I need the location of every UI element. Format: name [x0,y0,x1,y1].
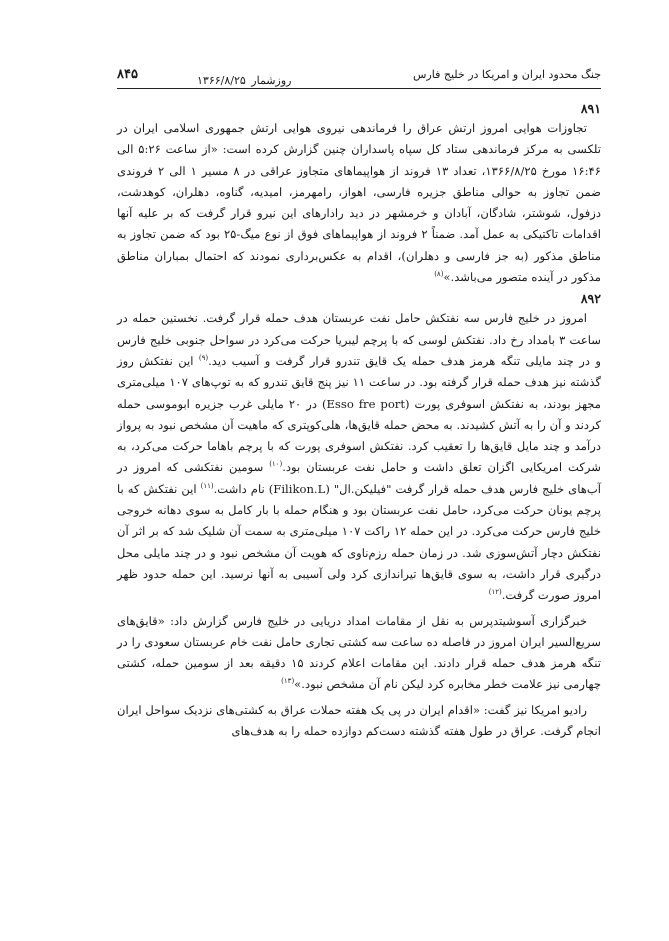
paragraph-text: امروز در خلیج فارس سه نفتکش حامل نفت عربستان هدف حمله قرار گرفت. نخستین حمله در ساعت ۳ بامداد رخ داد. نفتکش لوسی که با پرچم لیبریا حرکت می‌کرد در سواحل جنوبی خلیج فارس و در چند مایلی تنگه هرمز هدف حمله یک قایق تندرو قرار گرفت و آسیب دید. [117,311,601,368]
page-body [117,100,601,742]
entry-paragraph [117,118,601,288]
entry-paragraph [117,308,601,606]
entry-paragraph [117,611,601,696]
running-header [117,64,601,86]
section-label: روزشمار [251,74,292,87]
header-divider [117,88,601,89]
footnote-marker: (۱۳) [281,677,295,686]
footnote-marker: (۹) [198,354,209,363]
paragraph-text: این نفتکش که با پرچم یونان حرکت می‌کرد، حامل نفت عربستان بود و هنگام حمله با بار کامل به سوی دهانه خروجی خلیج فارس حرکت می‌کرد. در این حمله ۱۲ راکت ۱۰۷ میلی‌متری به سمت آن شلیک شد که بر اثر آن نفتکش دچار آتش‌سوزی شد. در زمان حمله رزم‌ناوی که هویت آن مشخص نبود و در چند مایلی محل درگیری قرار داشت، به سوی قایق‌ها تیراندازی کرد ولی آسیبی به آنها نرسید. این حمله حدود ظهر امروز صورت گرفت. [117,481,601,603]
paragraph-text: این نفتکش روز گذشته نیز هدف حمله قرار گرفته بود. در ساعت ۱۱ نیز پنج قایق تندرو که به توپ‌های ۱۰۷ میلی‌متری مجهز بودند، به نفتکش اسوفری پورت (Esso fre port) در ۲۰ مایلی غرب جزیره ابوموسی حمله کردند و آن را به آتش کشیدند. به محض حمله قایق‌ها، هلی‌کوپتری که ماهیت آن مشخص نبود به پرواز درآمد و چند مایل قایق‌ها را تعقیب کرد. نفتکش اسوفری پورت که با پرچم باهاما حرکت می‌کرد، به شرکت امریکایی اگزان تعلق داشت و حامل نفت عربستان بود. [117,353,601,475]
footnote-marker: (۸) [434,270,444,279]
section-label-group [197,74,291,88]
entry-number: ۸۹۱ [580,101,601,116]
footnote-marker: (۱۰) [269,460,283,469]
entry-paragraph [117,700,601,743]
book-title: جنگ محدود ایران و امریکا در خلیج فارس [413,68,601,81]
paragraph-text: رادیو امریکا نیز گفت: «اقدام ایران در پی یک هفته حملات عراق به کشتی‌های نزدیک سواحل ایران انجام گرفت. عراق در طول هفته گذشته دست‌کم دوازده حمله را به هدف‌های [117,702,601,739]
entry-number: ۸۹۲ [580,291,601,307]
paragraph-text: تجاوزات هوایی امروز ارتش عراق را فرماندهی نیروی هوایی ارتش جمهوری اسلامی ایران در تلکسی به مرکز فرماندهی ستاد کل سپاه پاسداران چنین گزارش کرده است: «از ساعت ۵:۲۶ الی ۱۶:۴۶ مورخ ۱۳۶۶/۸/۲۵، تعداد ۱۳ فروند از هواپیماهای متجاوز عراقی در ۸ مسیر ۱ الی ۲ فروندی ضمن تجاوز به حوالی مناطق جزیره فارسی، اهواز، رامهرمز، امیدیه، گناوه، دهلران، کوهدشت، دزفول، شوشتر، شادگان، آبادان و خرمشهر در دید رادارهای این نیرو قرار گرفت که بر علیه آنها اقدامات تاکتیکی به عمل آمد. ضمناً ۲ فروند از هواپیماهای فوق از نوع میگ-۲۵ بود که ضمن تجاوز به مناطق مذکور (به جز فارسی و دهلران)، اقدام به عکس‌برداری نمودند که احتمال بمباران مناطق مذکور در آینده متصور می‌باشد.» [117,121,602,285]
paragraph-text: سومین نفتکشی که امروز در آب‌های خلیج فارس هدف حمله قرار گرفت "فیلیکن.ال" (Filikon.L) نام داشت. [117,460,601,496]
footnote-marker: (۱۲) [488,588,502,597]
section-date: ۱۳۶۶/۸/۲۵ [197,74,246,87]
page-number: ۸۴۵ [117,67,138,82]
paragraph-text: خبرگزاری آسوشیتدپرس به نقل از مقامات امداد دریایی در خلیج فارس گزارش داد: «قایق‌های سریع‌السیر ایران امروز در فاصله ده ساعت سه کشتی تجاری حامل نفت خام عربستان سعودی را در تنگه هرمز هدف حمله قرار دادند. این مقامات اعلام کردند ۱۵ دقیقه بعد از سومین حمله، کشتی چهارمی نیز علامت خطر مخابره کرد لیکن نام آن مشخص نبود.» [117,613,601,692]
footnote-marker: (۱۱) [200,481,214,490]
